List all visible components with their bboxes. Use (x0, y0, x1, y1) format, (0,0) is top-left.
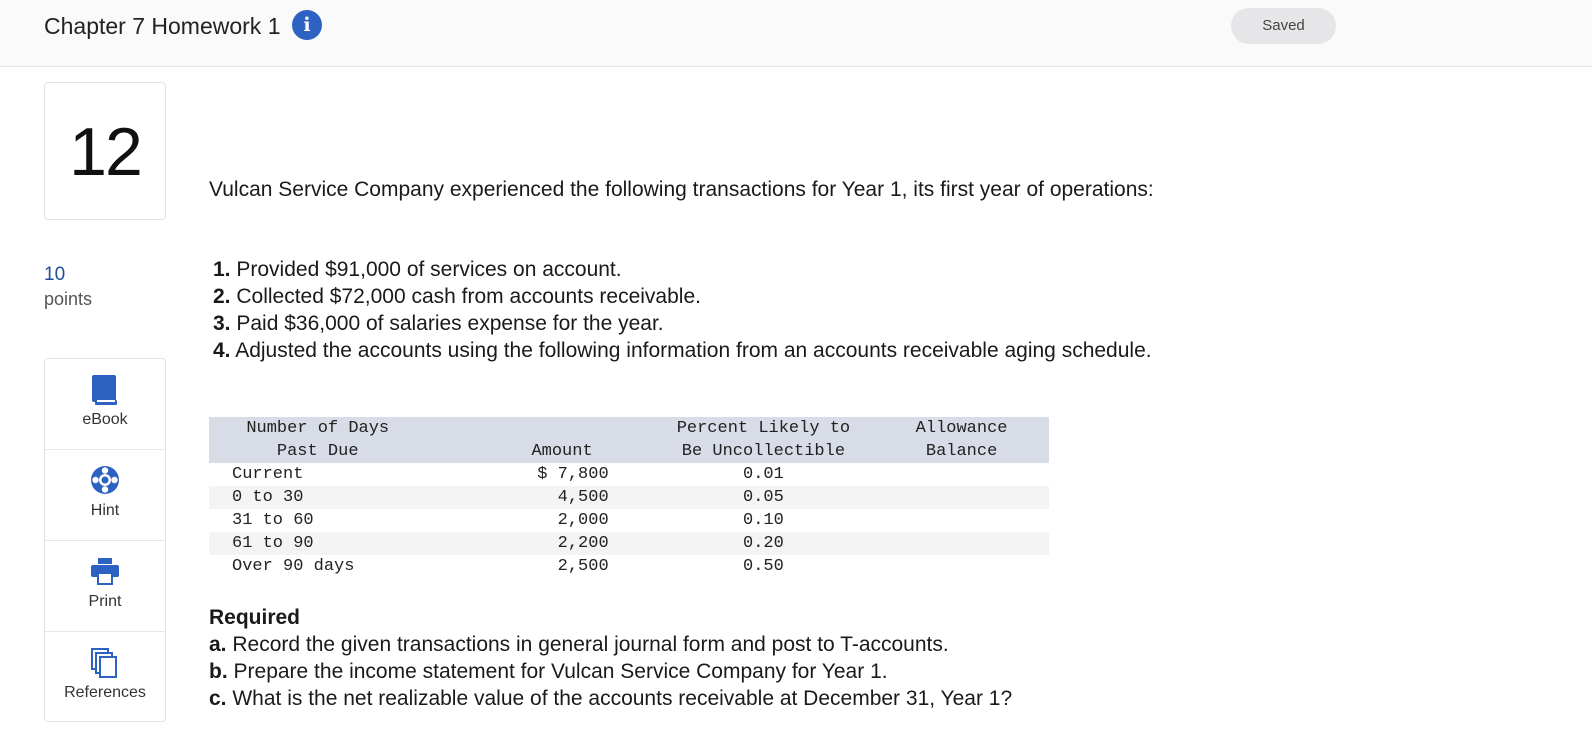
header-allowance-balance: Allowance Balance (874, 417, 1049, 463)
transaction-text: Collected $72,000 cash from accounts receivable. (236, 285, 701, 308)
top-bar (0, 0, 1592, 67)
transactions-list (213, 256, 1152, 364)
cell-amount: $ 7,800 (537, 465, 609, 484)
transaction-text: Paid $36,000 of salaries expense for the year. (236, 312, 664, 335)
header-amount: Amount (426, 417, 652, 463)
question-number: 12 (69, 114, 141, 190)
transaction-text: Adjusted the accounts using the following information from an accounts receivable aging schedule. (235, 339, 1152, 362)
cell-amount: 4,500 (426, 486, 652, 509)
required-text: Record the given transactions in general journal form and post to T-accounts. (232, 633, 949, 656)
hint-label: Hint (90, 502, 120, 519)
table-row (209, 532, 1049, 555)
required-text: Prepare the income statement for Vulcan Service Company for Year 1. (233, 660, 888, 683)
documents-icon (89, 646, 121, 680)
list-item (209, 685, 1012, 712)
cell-allowance (874, 555, 1049, 578)
ebook-button[interactable] (45, 359, 165, 450)
question-intro: Vulcan Service Company experienced the following transactions for Year 1, its first year of operations: (209, 178, 1154, 201)
required-title: Required (209, 606, 301, 629)
header-days-past-due: Number of Days Past Due (209, 417, 426, 463)
ebook-label: eBook (82, 411, 128, 428)
points-value: 10 (44, 264, 66, 285)
list-item (213, 310, 1152, 337)
cell-allowance (874, 463, 1049, 486)
cell-amount: 2,500 (557, 557, 609, 576)
references-label: References (64, 684, 146, 701)
cell-days: 0 to 30 (209, 486, 426, 509)
points-label: points (44, 289, 93, 309)
aging-schedule-table (209, 417, 1049, 578)
header-percent-uncollectible: Percent Likely to Be Uncollectible (653, 417, 875, 463)
transaction-text: Provided $91,000 of services on account. (236, 258, 622, 281)
cell-days: 61 to 90 (209, 532, 426, 555)
list-item (213, 283, 1152, 310)
question-number-card (44, 82, 166, 220)
table-row (209, 555, 1049, 578)
cell-amount: 2,000 (557, 511, 609, 530)
saved-status-badge: Saved (1231, 8, 1336, 44)
table-row (209, 509, 1049, 532)
transaction-number: 4. (213, 339, 231, 362)
table-row (209, 463, 1049, 486)
lifebuoy-icon (89, 464, 121, 496)
required-text: What is the net realizable value of the accounts receivable at December 31, Year 1? (232, 687, 1013, 710)
book-icon (89, 373, 121, 407)
required-letter: c. (209, 687, 227, 710)
references-button[interactable] (45, 632, 165, 723)
info-icon[interactable]: i (292, 10, 322, 40)
required-letter: a. (209, 633, 227, 656)
cell-allowance (874, 509, 1049, 532)
cell-amount: 2,200 (426, 532, 652, 555)
cell-days: Current (232, 465, 304, 484)
transaction-number: 2. (213, 285, 231, 308)
transaction-number: 3. (213, 312, 231, 335)
cell-percent: 0.20 (653, 532, 875, 555)
print-button[interactable] (45, 541, 165, 632)
cell-percent: 0.50 (743, 557, 784, 576)
transaction-number: 1. (213, 258, 231, 281)
table-header-row (209, 417, 1049, 463)
cell-allowance (874, 532, 1049, 555)
list-item (213, 337, 1152, 364)
cell-percent: 0.10 (743, 511, 784, 530)
table-row (209, 486, 1049, 509)
required-section (209, 604, 1012, 712)
printer-icon (89, 555, 121, 587)
print-label: Print (88, 593, 122, 610)
hint-button[interactable] (45, 450, 165, 541)
cell-allowance (874, 486, 1049, 509)
question-tools-panel (44, 358, 166, 722)
required-letter: b. (209, 660, 228, 683)
list-item (213, 256, 1152, 283)
list-item (209, 658, 1012, 685)
assignment-title: Chapter 7 Homework 1 (44, 13, 281, 39)
cell-days: Over 90 days (232, 557, 355, 576)
cell-percent: 0.05 (653, 486, 875, 509)
cell-days: 31 to 60 (232, 511, 314, 530)
list-item (209, 631, 1012, 658)
cell-percent: 0.01 (743, 465, 784, 484)
